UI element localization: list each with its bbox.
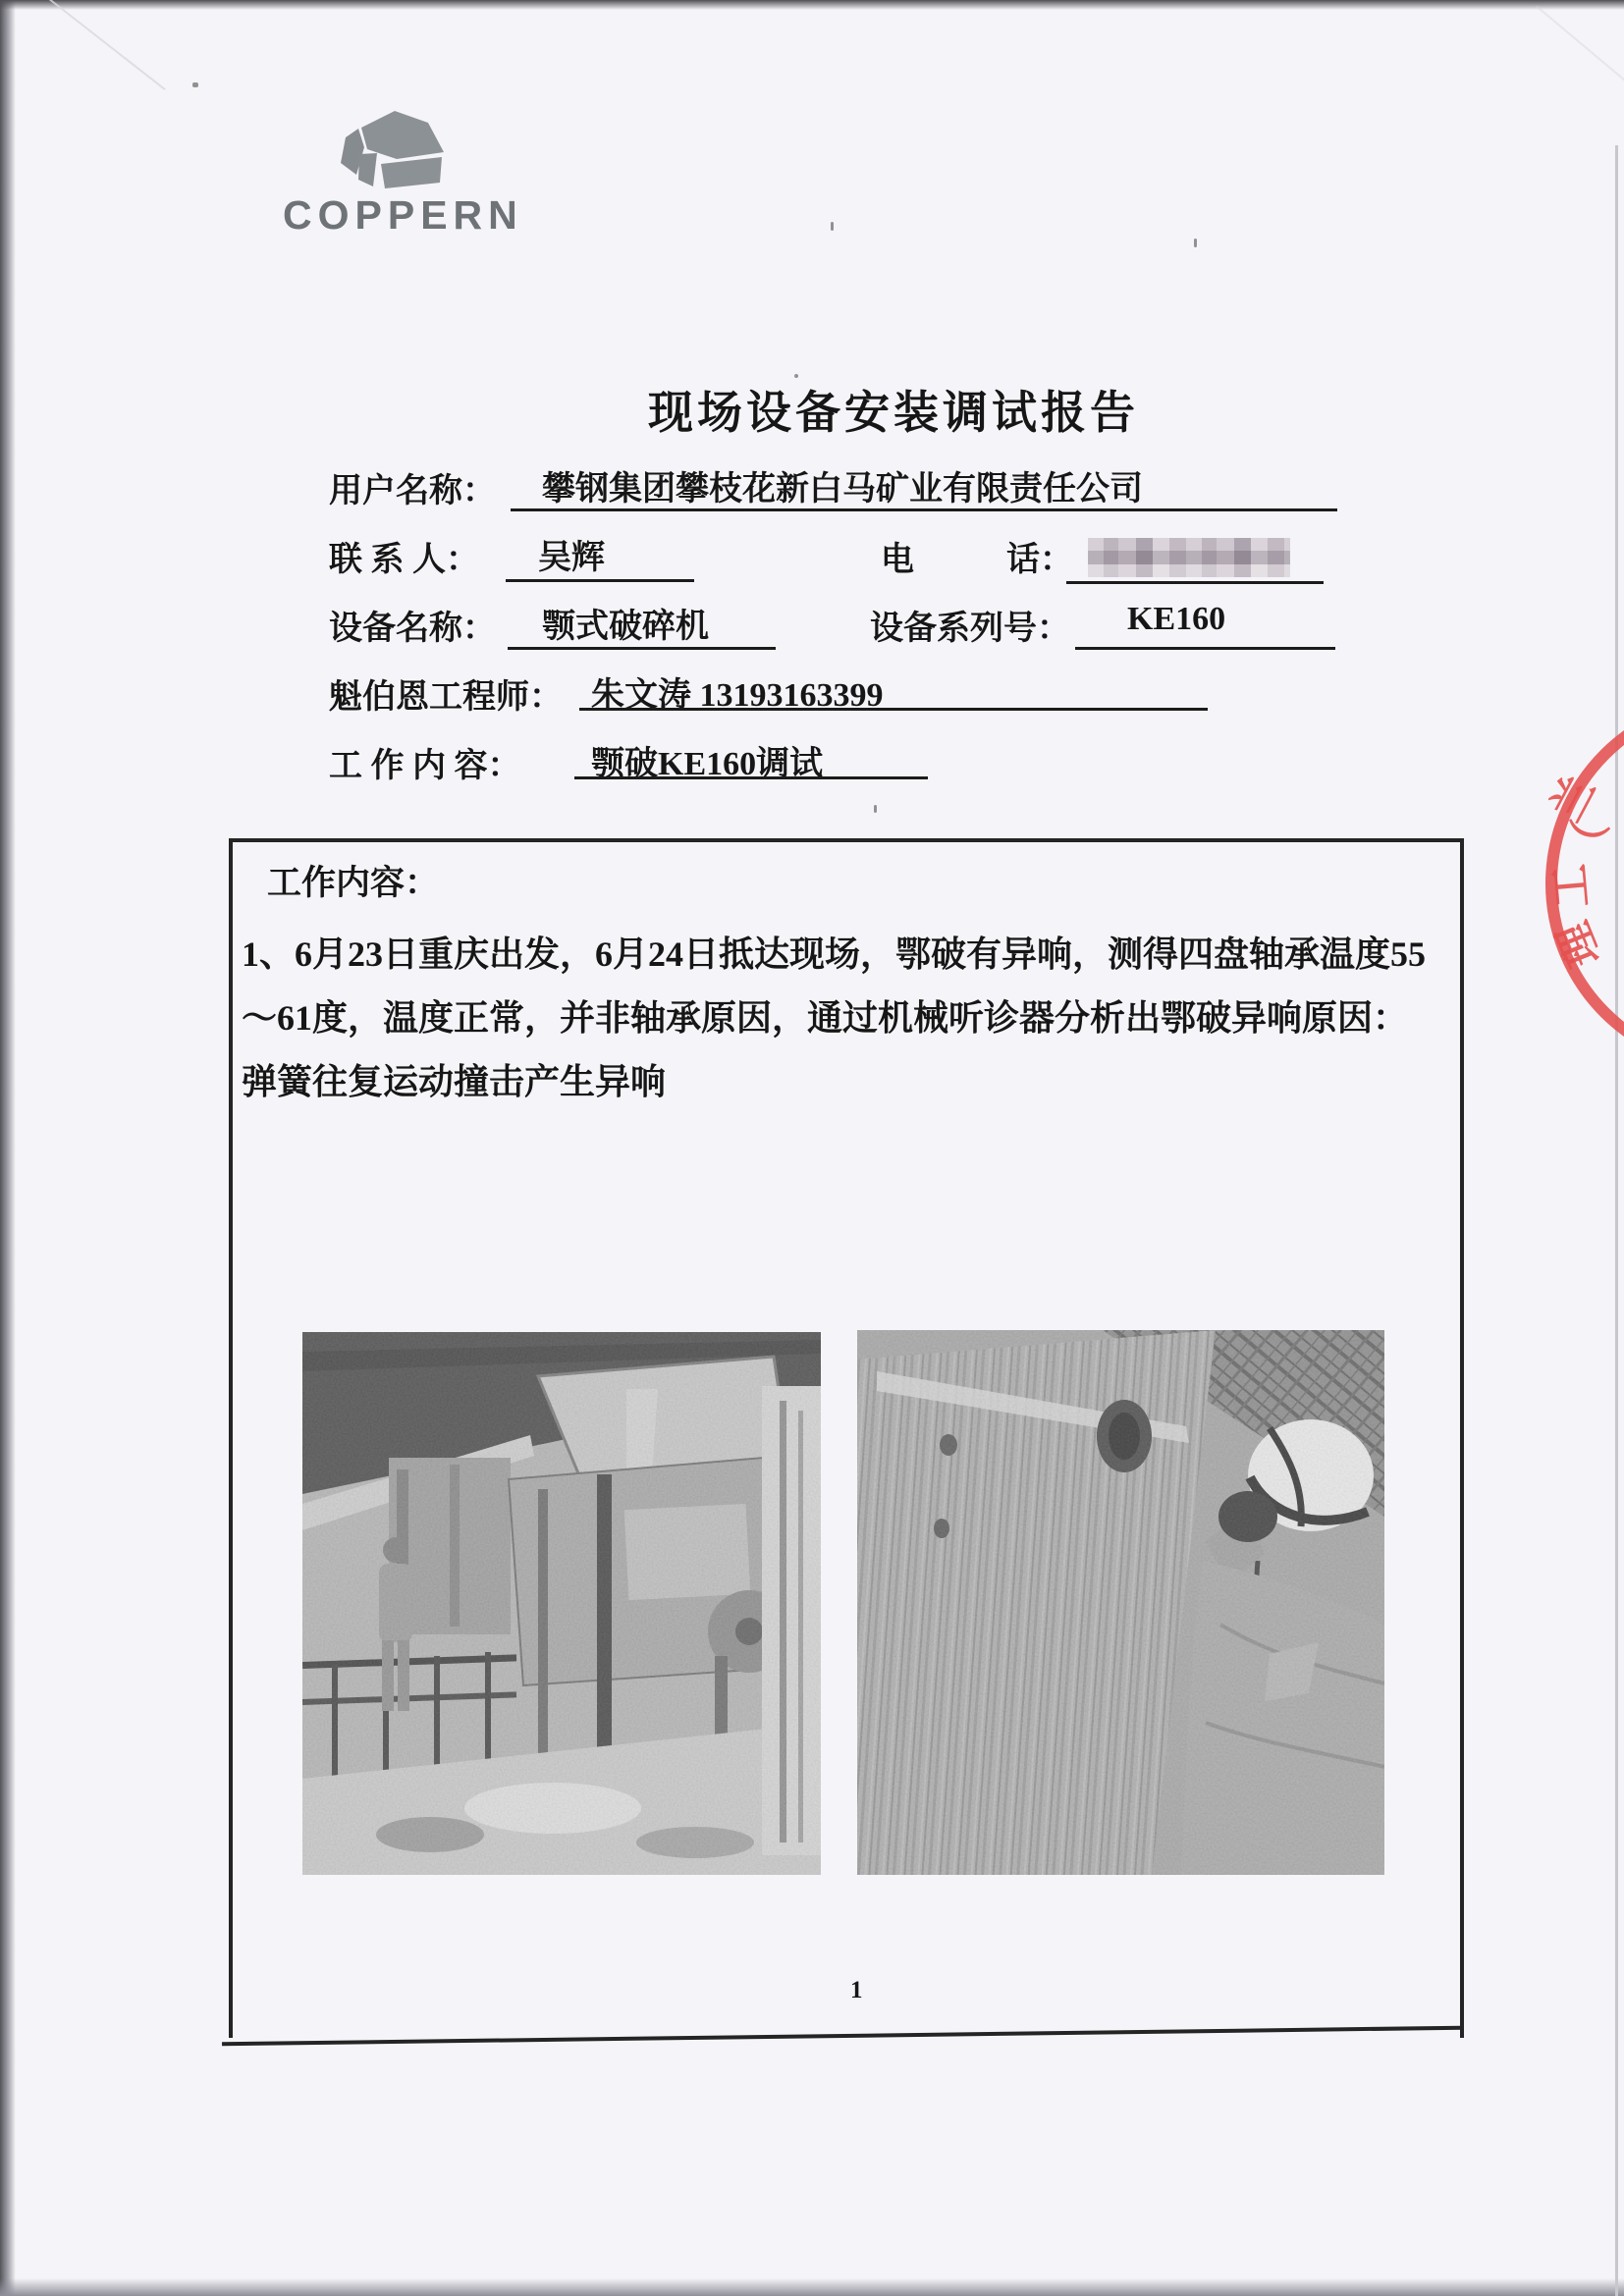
site-photo-crusher-machine [302,1332,821,1875]
stamp-char: 理 [1548,915,1610,974]
scan-speck [192,82,198,87]
phone-label-left: 电 [881,542,914,578]
work-item-value: 颚破KE160调试 [591,746,824,782]
user-name-value: 攀钢集团攀枝花新白马矿业有限责任公司 [542,471,1143,507]
device-serial-label: 设备系列号： [870,611,1070,647]
device-name-value: 颚式破碎机 [542,609,709,645]
user-name-underline [511,508,1337,511]
worker-photo-graphic [857,1330,1384,1875]
scan-edge-left-shadow [0,0,16,2296]
contact-underline [506,579,694,582]
scan-speck [1194,239,1197,247]
work-content-line-1: 1、6月23日重庆出发，6月24日抵达现场，鄂破有异响，测得四盘轴承温度55 [242,934,1427,974]
phone-number-redaction-mosaic [1088,538,1290,577]
scan-scratch-mark [48,0,165,90]
brand-wordmark: COPPERN [283,192,523,238]
scan-corner-crease [1536,6,1624,115]
user-name-label: 用户名称： [329,473,496,509]
engineer-underline [579,708,1208,711]
scan-speck [874,805,877,813]
work-content-heading: 工作内容： [267,864,440,902]
device-name-underline [508,647,776,650]
device-name-label: 设备名称： [329,611,496,647]
work-item-underline [574,776,928,779]
contact-label: 联 系 人： [329,542,479,578]
engineer-value: 朱文涛 13193163399 [591,677,884,714]
scan-page-right-edge [1615,145,1618,2296]
phone-label-right: 话： [1006,542,1073,578]
scan-edge-top-shadow [0,0,1624,10]
engineer-label: 魁伯恩工程师： [329,679,563,716]
scan-speck [831,222,834,231]
contact-value: 吴辉 [538,540,605,576]
device-serial-value: KE160 [1127,601,1226,637]
stamp-char: 工 [1545,862,1597,910]
report-title: 现场设备安装调试报告 [648,388,1139,438]
work-item-label: 工 作 内 容： [329,748,521,784]
work-content-line-3: 弹簧往复运动撞击产生异响 [242,1062,667,1101]
work-content-line-2: ～61度，温度正常，并非轴承原因，通过机械听诊器分析出鄂破异响原因： [242,998,1409,1038]
coppern-rock-logo-icon [332,108,448,194]
site-photo-worker-inspection [857,1330,1384,1875]
device-serial-underline [1075,647,1335,650]
scan-edge-bottom-shadow [0,2278,1624,2296]
page-number: 1 [850,1977,863,2003]
work-content-paragraph [242,923,1444,1114]
phone-underline [1066,581,1324,584]
red-company-seal-stamp [1517,682,1624,1095]
stamp-char: 兰 [1542,768,1605,829]
stamp-char: （ [1559,816,1616,870]
crusher-room-photo-graphic [302,1332,821,1875]
